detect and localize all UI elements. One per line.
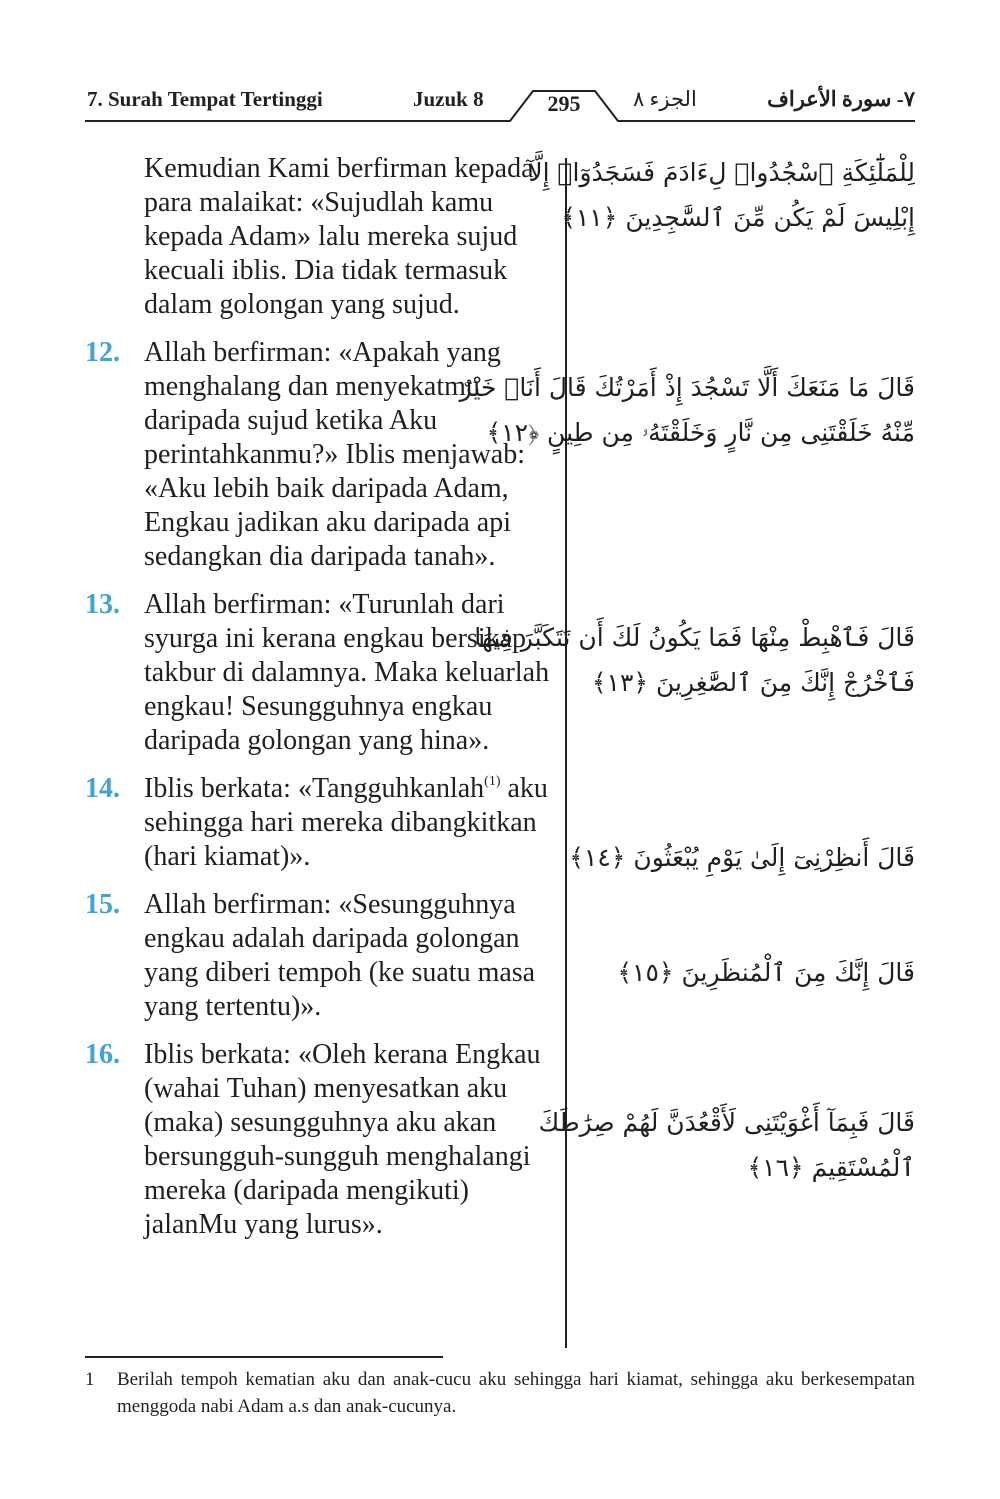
page-number: 295 bbox=[547, 91, 581, 116]
verse-number: 15. bbox=[85, 889, 120, 920]
arabic-line: قَالَ أَنظِرْنِىٓ إِلَىٰ يَوْمِ يُبْعَثُونَ ﴿١٤﴾ bbox=[569, 843, 915, 872]
verse-11-translation bbox=[85, 152, 560, 322]
arabic-line: قَالَ إِنَّكَ مِنَ ٱلْمُنظَرِينَ ﴿١٥﴾ bbox=[617, 958, 915, 987]
verse-text: Kemudian Kami berfirman kepada para malaikat: «Sujudlah kamu kepada Adam» lalu mereka sujud kecuali iblis. Dia tidak termasuk dalam golongan yang sujud. bbox=[144, 153, 534, 320]
footnote-number: 1 bbox=[85, 1369, 95, 1390]
arabic-verse-13 bbox=[474, 615, 915, 705]
arabic-surah-title: ٧- سورة الأعراف bbox=[767, 87, 915, 111]
verse-text: Allah berfirman: «Apakah yang menghalang dan menyekatmu daripada sujud ketika Aku perintahkanmu?» Iblis menjawab: «Aku lebih baik daripada Adam, Engkau jadikan aku daripada api sedangkan dia daripada tanah». bbox=[144, 337, 525, 572]
footnote-ref[interactable]: (1) bbox=[484, 774, 501, 789]
arabic-verse-14 bbox=[569, 835, 915, 880]
arabic-line: لِلْمَلَٰٓئِكَةِ ٱسْجُدُوا۟ لِءَادَمَ فَسَجَدُوٓا۟ إِلَّآ bbox=[528, 158, 915, 187]
arabic-line: قَالَ فَٱهْبِطْ مِنْهَا فَمَا يَكُونُ لَكَ أَن تَتَكَبَّرَ فِيهَا bbox=[474, 623, 915, 652]
verse-13-translation bbox=[85, 588, 560, 758]
page-header bbox=[85, 85, 915, 125]
verse-number: 13. bbox=[85, 589, 120, 620]
column-divider bbox=[565, 158, 567, 1348]
arabic-line: قَالَ مَا مَنَعَكَ أَلَّا تَسْجُدَ إِذْ أَمَرْتُكَ قَالَ أَنَا۠ خَيْرٌ bbox=[459, 373, 915, 402]
arabic-verse-11 bbox=[528, 150, 915, 240]
verse-14-translation bbox=[85, 772, 560, 874]
verse-text: Allah berfirman: «Turunlah dari syurga ini kerana engkau bersikap takbur di dalamnya. Maka keluarlah engkau! Sesungguhnya engkau daripada golongan yang hina». bbox=[144, 589, 550, 756]
verse-text-part: aku sehingga hari mereka dibangkitkan (hari kiamat)». bbox=[144, 773, 548, 872]
verse-number: 14. bbox=[85, 773, 120, 804]
verse-16-translation bbox=[85, 1038, 560, 1242]
translation-column bbox=[85, 152, 560, 1256]
footnote-rule bbox=[85, 1356, 443, 1358]
footnote-text: Berilah tempoh kematian aku dan anak-cucu aku sehingga hari kiamat, sehingga aku berkesempatan menggoda nabi Adam a.s dan anak-cucunya. bbox=[117, 1369, 915, 1417]
arabic-verse-16 bbox=[538, 1100, 915, 1190]
arabic-line: مِّنْهُ خَلَقْتَنِى مِن نَّارٍ وَخَلَقْتَهُۥ مِن طِينٍ ﴿١٢﴾ bbox=[486, 418, 915, 447]
arabic-line: فَٱخْرُجْ إِنَّكَ مِنَ ٱلصَّٰغِرِينَ ﴿١٣﴾ bbox=[591, 668, 915, 697]
arabic-line: إِبْلِيسَ لَمْ يَكُن مِّنَ ٱلسَّٰجِدِينَ ﴿١١﴾ bbox=[561, 203, 915, 232]
arabic-line: قَالَ فَبِمَآ أَغْوَيْتَنِى لَأَقْعُدَنَّ لَهُمْ صِرَٰطَكَ bbox=[538, 1108, 915, 1137]
verse-text: Iblis berkata: «Oleh kerana Engkau (wahai Tuhan) menyesatkan aku (maka) sesungguhnya aku akan bersungguh-sungguh menghalangi mereka (daripada mengikuti) jalanMu yang lurus». bbox=[144, 1039, 541, 1240]
verse-text: Allah berfirman: «Sesungguhnya engkau adalah daripada golongan yang diberi tempoh (ke suatu masa yang tertentu)». bbox=[144, 889, 536, 1022]
arabic-verse-15 bbox=[590, 950, 915, 995]
verse-text-part: Iblis berkata: «Tangguhkanlah bbox=[144, 773, 485, 804]
verse-text bbox=[144, 773, 548, 872]
footnote bbox=[85, 1366, 915, 1420]
verse-number: 16. bbox=[85, 1039, 120, 1070]
verse-number: 12. bbox=[85, 337, 120, 368]
verse-15-translation bbox=[85, 888, 560, 1024]
arabic-juz-label: الجزء ٨ bbox=[633, 87, 697, 111]
juzuk-label: Juzuk 8 bbox=[413, 87, 484, 111]
arabic-line: ٱلْمُسْتَقِيمَ ﴿١٦﴾ bbox=[747, 1153, 915, 1182]
arabic-verse-12 bbox=[459, 365, 915, 455]
surah-title: 7. Surah Tempat Tertinggi bbox=[87, 87, 323, 111]
